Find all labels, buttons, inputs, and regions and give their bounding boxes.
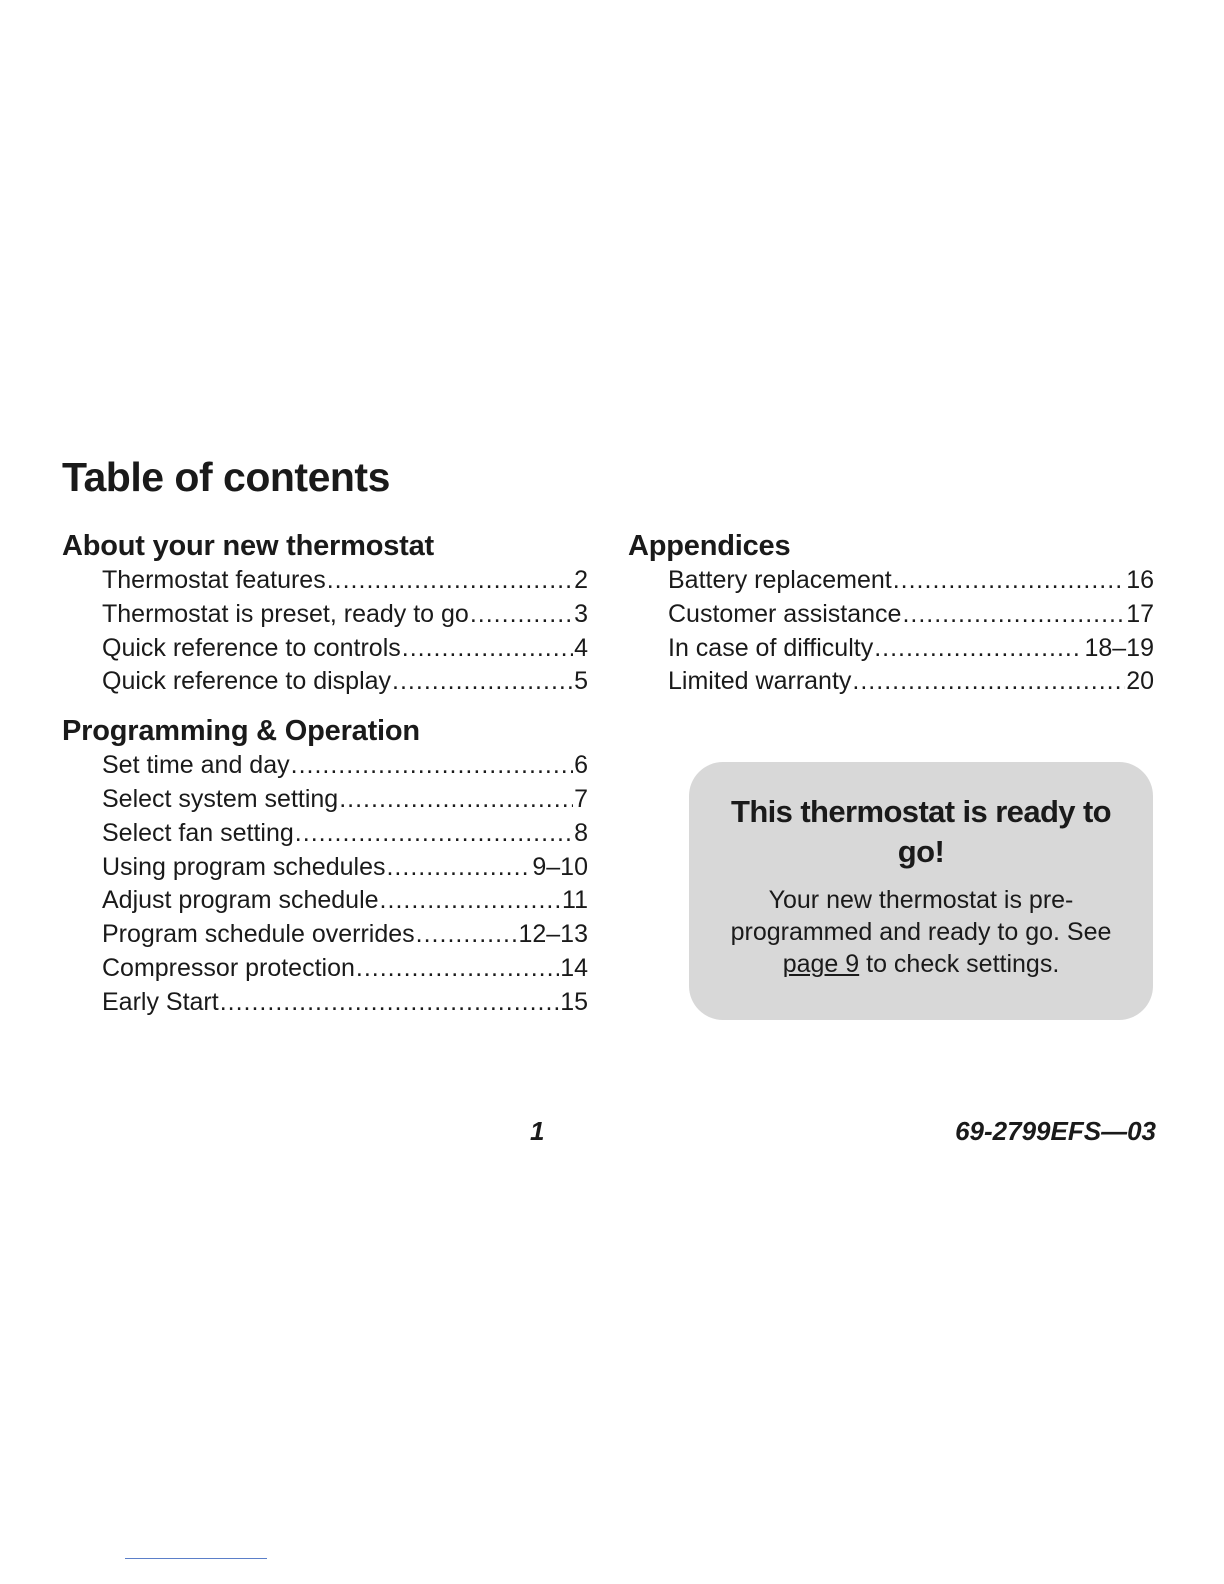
toc-item[interactable]: [102, 564, 588, 598]
dot-leader: [295, 817, 573, 851]
dot-leader: [416, 918, 518, 952]
toc-item-label: Using program schedules: [102, 852, 386, 881]
toc-item-label: Thermostat features: [102, 566, 326, 594]
toc-item[interactable]: [668, 598, 1154, 632]
callout-title: This thermostat is ready to go!: [731, 794, 1112, 869]
toc-item[interactable]: [102, 918, 588, 952]
toc-item-label: Thermostat is preset, ready to go: [102, 599, 469, 628]
toc-item-label: Quick reference to controls: [102, 633, 401, 662]
toc-item[interactable]: [102, 884, 588, 918]
dot-leader: [220, 986, 559, 1020]
toc-item-label: In case of difficulty: [668, 633, 874, 662]
toc-list-programming: [62, 749, 588, 1019]
toc-item-label: Early Start: [102, 987, 219, 1016]
divider: [125, 1558, 267, 1559]
dot-leader: [339, 783, 573, 817]
toc-item-page: 4: [574, 633, 588, 662]
toc-item-page: 7: [574, 784, 588, 813]
toc-item-page: 5: [574, 667, 588, 696]
toc-item-label: Customer assistance: [668, 599, 902, 628]
toc-item[interactable]: [102, 598, 588, 632]
ready-to-go-callout: [689, 762, 1153, 1020]
toc-list-about: [62, 564, 588, 699]
section-heading-programming: Programming & Operation: [62, 715, 420, 748]
document-id: 69-2799EFS—03: [955, 1116, 1156, 1146]
toc-column-left: [62, 528, 588, 1020]
dot-leader: [380, 884, 562, 918]
dot-leader: [356, 952, 559, 986]
page-number: 1: [530, 1116, 545, 1146]
dot-leader: [392, 665, 573, 699]
toc-item[interactable]: [668, 665, 1154, 699]
toc-column-right: [628, 528, 1154, 699]
callout-body-text: Your new thermostat is pre-programmed and ready to go. See: [730, 886, 1112, 946]
toc-item-page: 18–19: [1084, 633, 1154, 662]
page-9-link[interactable]: page 9: [782, 950, 860, 978]
toc-item-page: 20: [1126, 667, 1154, 696]
toc-item[interactable]: [102, 986, 588, 1020]
callout-body: [721, 884, 1121, 980]
toc-item[interactable]: [102, 817, 588, 851]
toc-item-page: 17: [1126, 599, 1154, 628]
toc-item-label: Select fan setting: [102, 818, 294, 847]
toc-item[interactable]: [102, 632, 588, 666]
callout-body-suffix: to check settings.: [866, 950, 1060, 978]
dot-leader: [902, 598, 1125, 632]
section-heading-appendices: Appendices: [628, 530, 791, 562]
toc-item[interactable]: [102, 952, 588, 986]
toc-item-page: 11: [562, 886, 588, 915]
toc-item-label: Set time and day: [102, 751, 290, 780]
dot-leader: [852, 665, 1125, 699]
toc-list-appendices: [628, 564, 1154, 699]
toc-item-page: 6: [574, 751, 588, 780]
toc-item-page: 15: [560, 987, 588, 1016]
toc-item[interactable]: [102, 665, 588, 699]
toc-item-label: Program schedule overrides: [102, 920, 415, 949]
dot-leader: [386, 851, 531, 885]
toc-item-label: Compressor protection: [102, 953, 355, 982]
toc-item-label: Battery replacement: [668, 566, 892, 594]
toc-item-page: 3: [574, 599, 588, 628]
toc-item-page: 12–13: [518, 920, 588, 949]
toc-item-label: Quick reference to display: [102, 667, 392, 696]
toc-item[interactable]: [668, 632, 1154, 666]
toc-item[interactable]: [102, 749, 588, 783]
section-heading-about: About your new thermostat: [62, 530, 435, 562]
toc-item-page: 2: [574, 566, 588, 594]
toc-item[interactable]: [102, 851, 588, 885]
toc-item-page: 8: [574, 818, 588, 847]
page-title: Table of contents: [62, 454, 390, 500]
toc-item-page: 14: [560, 953, 588, 982]
dot-leader: [470, 598, 573, 632]
toc-item[interactable]: [668, 564, 1154, 598]
dot-leader: [893, 564, 1125, 598]
toc-item-label: Select system setting: [102, 784, 339, 813]
toc-item[interactable]: [102, 783, 588, 817]
dot-leader: [874, 632, 1083, 666]
dot-leader: [327, 564, 573, 598]
toc-item-page: 9–10: [532, 852, 588, 881]
toc-item-page: 16: [1126, 566, 1154, 594]
dot-leader: [291, 749, 573, 783]
toc-item-label: Limited warranty: [668, 667, 852, 696]
dot-leader: [402, 632, 573, 666]
toc-item-label: Adjust program schedule: [102, 886, 379, 915]
